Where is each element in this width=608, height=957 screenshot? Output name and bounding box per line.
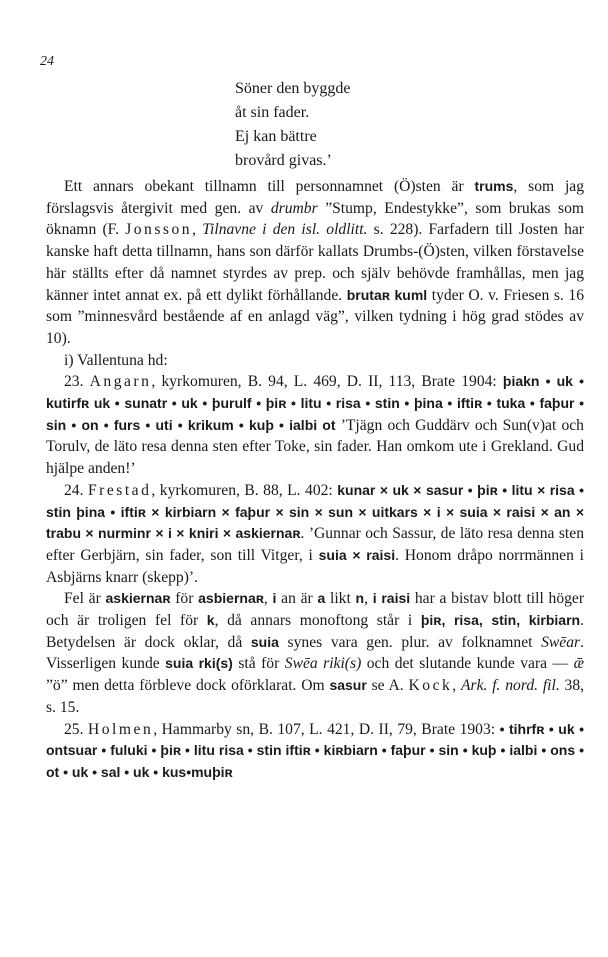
entry-25	[46, 719, 584, 784]
text-run: se A.	[366, 677, 409, 695]
runic-word: sasur	[329, 677, 367, 694]
place-name: Frestad	[87, 481, 152, 499]
verse-line: Söner den byggde	[235, 80, 351, 97]
verse-line: brovård givas.’	[235, 152, 332, 169]
text-run: för	[170, 590, 199, 608]
spaced-name: Jonsson	[125, 221, 193, 239]
reference: , kyrkomuren, B. 94, L. 469, D. II, 113, Brate 1904:	[151, 373, 503, 391]
text-run: s. 228). Farfadern till Josten har kanske haft detta tillnamn, hans son därför kallats Drumbs-(Ö)sten, vilken förstavelse här ställts efter då namnet styrdes av prep. och själv behövde framhållas, men jag känner intet annat ex. på ett dylikt förhållande.	[46, 221, 584, 304]
translation: ’Tjägn och Guddärv och Sun(v)at och Torulv, de läto resa denna sten efter Toke, sin fader. Han omkom ute i Grekland. Gud hjälpe anden!’	[46, 416, 584, 478]
runic-inscription: kunar × uk × sasur • þiʀ • litu × risa • stin þina • iftiʀ × kirbiarn × faþur × sin × sun × uitkars × i × suia × raisi × an × trabu × nurminr × i × kniri × askiernaʀ	[46, 481, 585, 542]
translation: . Honom dråpo norrmännen i Asbjärns knarr (skepp)’.	[46, 546, 584, 586]
text-run: Fel är	[64, 590, 106, 608]
place-name: Angarn	[89, 373, 152, 391]
text-run: har a bistav blott till höger och är troligen fel för	[46, 590, 585, 630]
entry-number: 25.	[64, 720, 88, 738]
text-run: och det slutande kunde vara —	[361, 655, 574, 673]
text-run: 38, s. 15.	[46, 677, 585, 716]
text-run: , som jag förslagsvis återgivit med gen. av	[46, 178, 584, 217]
reference: , Hammarby sn, B. 107, L. 421, D. II, 79, Brate 1903:	[153, 720, 500, 738]
text-run: Ett annars obekant tillnamn till personnamnet (Ö)sten är	[64, 178, 475, 195]
runic-word: a	[317, 590, 326, 607]
text-run: an är	[276, 590, 318, 608]
italic-word: drumbr	[270, 199, 318, 217]
verse-line: åt sin fader.	[235, 104, 310, 121]
paragraph-commentary	[46, 588, 584, 718]
spaced-name: Kock	[408, 677, 453, 695]
paragraph-trums	[46, 176, 584, 350]
text-run: ,	[364, 590, 373, 608]
runic-word: i	[272, 590, 277, 607]
entry-number: 23.	[64, 373, 90, 391]
runic-word: n	[355, 590, 365, 607]
runic-word: asbiernaʀ	[198, 590, 264, 607]
text-run: stå för	[232, 655, 285, 673]
text-run: ”Stump, Endestykke”, som brukas som öknamn (F.	[46, 199, 584, 239]
runic-word: suia rki(s)	[165, 655, 233, 672]
text-run: ,	[452, 677, 461, 695]
text-run: . Betydelsen är dock oklar, då	[46, 612, 584, 651]
page-number: 24	[40, 54, 54, 69]
text-run: ,	[192, 221, 203, 239]
text-run: synes vara gen. plur. av folknamnet	[278, 633, 542, 651]
entry-number: 24.	[64, 481, 88, 499]
text-run: , då annars monoftong står i	[214, 612, 421, 630]
runic-word: suia × raisi	[318, 546, 396, 563]
text-run: . Visserligen kunde	[46, 633, 584, 673]
italic-word: Swēa riki(s)	[284, 655, 362, 673]
runic-word: suia	[250, 633, 279, 650]
runic-inscription: • tihrfʀ • uk • ontsuar • fuluki • þiʀ • litu risa • stin iftiʀ • kiʀbiarn • faþur • sin • kuþ • ialbi • ons • ot • uk • sal • uk • kus•muþiʀ	[46, 720, 585, 780]
runic-word: þiʀ, risa, stin, kirbiarn	[420, 612, 581, 629]
runic-word: k	[206, 612, 215, 629]
verse-line: Ej kan bättre	[235, 128, 317, 145]
runic-word: trums	[474, 178, 514, 194]
reference: , kyrkomuren, B. 88, L. 402:	[151, 481, 338, 499]
text-run: ”ö” men detta förbleve dock oförklarat. Om	[46, 677, 330, 695]
runic-inscription: þiakn • uk • kutirfʀ uk • sunatr • uk • þurulf • þiʀ • litu • risa • stin • þina • iftiʀ • tuka • faþur • sin • on • furs • uti • krikum • kuþ • ialbi ot	[46, 373, 585, 433]
text-run: ,	[263, 590, 273, 608]
text-run: likt	[325, 590, 356, 608]
runic-word: i raisi	[372, 590, 411, 607]
italic-title: Tilnavne i den isl. oldlitt.	[202, 221, 368, 239]
section-heading: i) Vallentuna hd:	[64, 351, 168, 369]
quoted-verse	[235, 77, 351, 173]
text-run: tyder O. v. Friesen s. 16 som ”minnesvård bestående af en anlagd väg”, vilken tydning i hög grad stödes av 10).	[46, 286, 584, 347]
entry-23	[46, 371, 584, 480]
runic-word: askiernaʀ	[105, 590, 171, 607]
italic-title: Ark. f. nord. fil.	[461, 677, 560, 695]
body-text	[46, 176, 584, 784]
runic-word: brutaʀ kuml	[346, 286, 428, 303]
italic-word: Swēar	[541, 633, 581, 651]
entry-24	[46, 480, 584, 589]
italic-word: ǣ	[573, 655, 585, 673]
translation: . ’Gunnar och Sassur, de läto resa denna sten efter Gerbjärn, sin fader, son till Vitger, i	[46, 525, 584, 564]
place-name: Holmen	[88, 720, 154, 738]
